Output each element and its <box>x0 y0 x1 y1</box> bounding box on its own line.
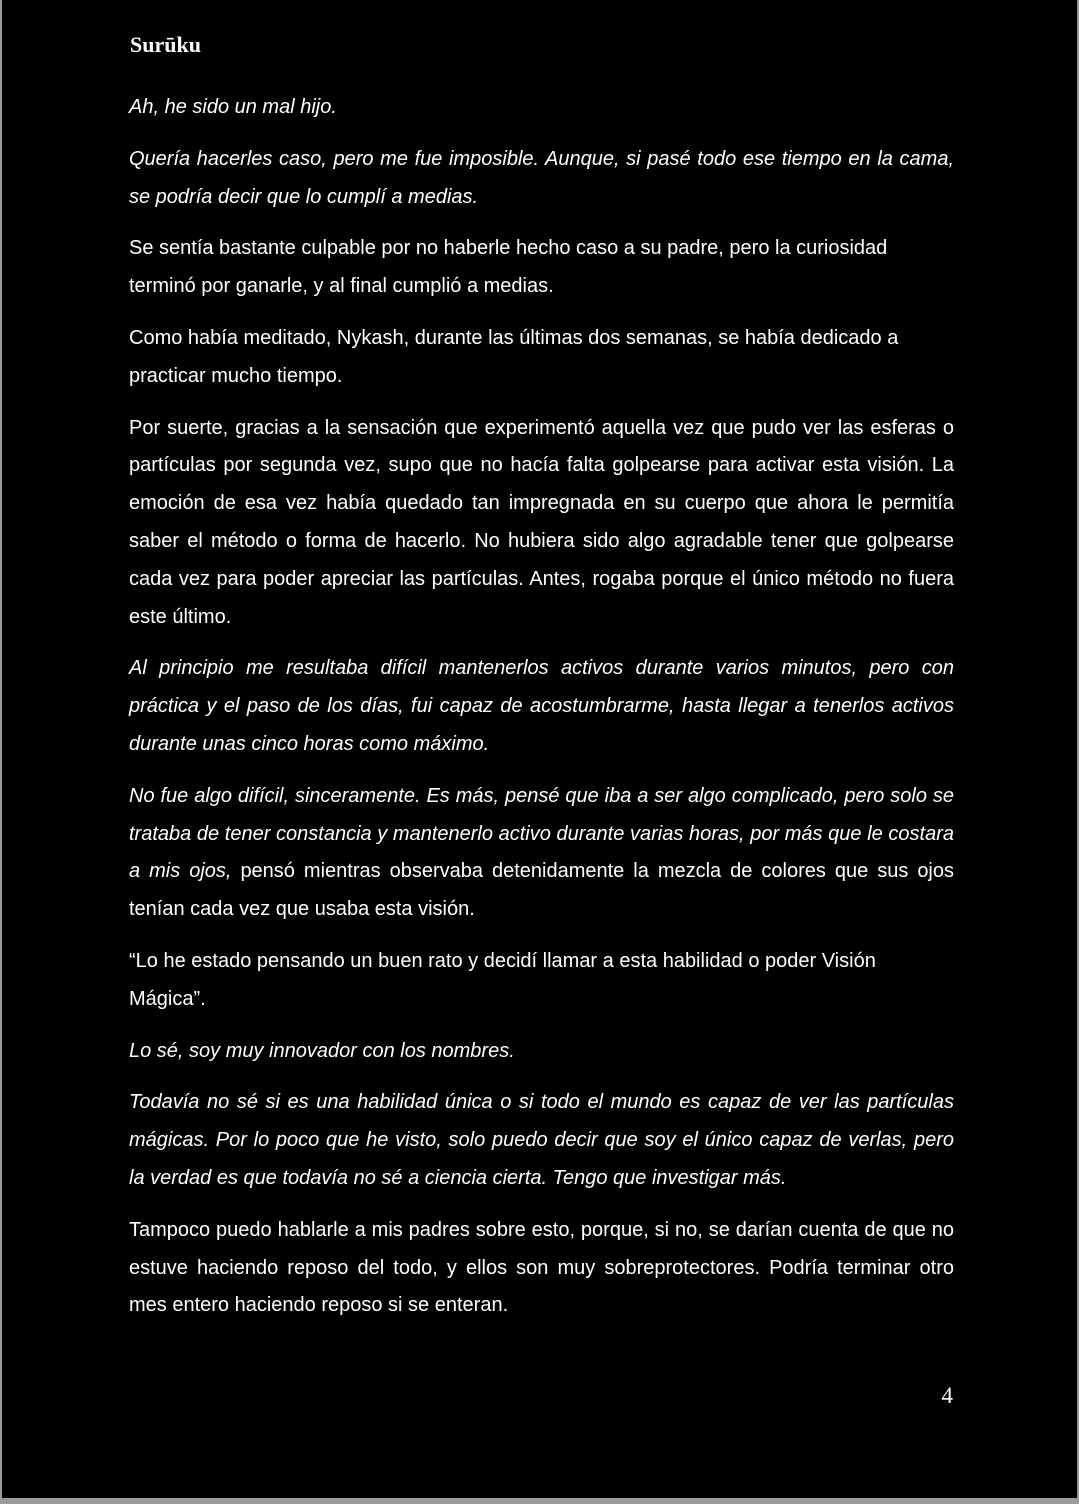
running-header-title: Surūku <box>130 32 201 57</box>
paragraph-11: Tampoco puedo hablarle a mis padres sobre esto, porque, si no, se darían cuenta de que no estuve haciendo reposo del todo, y ellos son muy sobreprotectores. Podría terminar otro mes entero haciendo reposo si se enteran. <box>129 1218 954 1317</box>
paragraph-7-thought: No fue algo difícil, sinceramente. Es más, pensé que iba a ser algo complicado, pero solo se trataba de tener constancia y mantenerlo activo durante varias horas, por más que le costara a mis ojos, <box>129 784 954 883</box>
document-page <box>2 0 1077 1498</box>
paragraph-5: Por suerte, gracias a la sensación que experimentó aquella vez que pudo ver las esferas o partículas por segunda vez, supo que no hacía falta golpearse para activar esta visión. La emoción de esa vez había quedado tan impregnada en su cuerpo que ahora le permitía saber el método o forma de hacerlo. No hubiera sido algo agradable tener que golpearse cada vez para poder apreciar las partículas. Antes, rogaba porque el único método no fuera este último. <box>129 416 954 628</box>
paragraph-7 <box>129 778 954 929</box>
paragraph-10: Todavía no sé si es una habilidad única o si todo el mundo es capaz de ver las partículas mágicas. Por lo poco que he visto, solo puedo decir que soy el único capaz de verlas, pero la verdad es que todavía no sé a ciencia cierta. Tengo que investigar más. <box>129 1091 954 1189</box>
paragraph-2: Quería hacerles caso, pero me fue imposible. Aunque, si pasé todo ese tiempo en la cama, se podría decir que lo cumplí a medias. <box>129 147 954 208</box>
page-body <box>129 89 954 1339</box>
paragraph-6: Al principio me resultaba difícil mantenerlos activos durante varios minutos, pero con práctica y el paso de los días, fui capaz de acostumbrarme, hasta llegar a tenerlos activos durante unas cinco horas como máximo. <box>129 657 954 755</box>
paragraph-8: “Lo he estado pensando un buen rato y decidí llamar a esta habilidad o poder Visión Mágica”. <box>129 949 876 1010</box>
paragraph-7-narration: pensó mientras observaba detenidamente la mezcla de colores que sus ojos tenían cada vez que usaba esta visión. <box>129 860 955 921</box>
paragraph-4: Como había meditado, Nykash, durante las últimas dos semanas, se había dedicado a practicar mucho tiempo. <box>129 326 899 387</box>
paragraph-3: Se sentía bastante culpable por no haberle hecho caso a su padre, pero la curiosidad terminó por ganarle, y al final cumplió a medias. <box>129 237 888 298</box>
paragraph-9: Lo sé, soy muy innovador con los nombres. <box>129 1039 515 1062</box>
paragraph-1: Ah, he sido un mal hijo. <box>129 96 337 118</box>
page-number: 4 <box>941 1383 953 1408</box>
